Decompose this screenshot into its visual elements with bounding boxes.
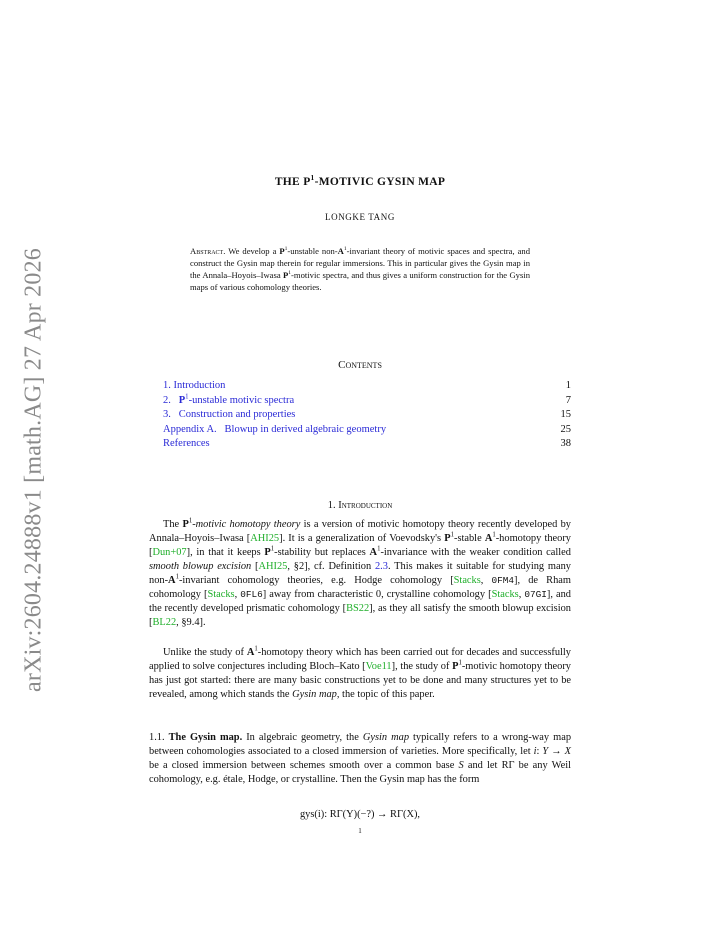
citation-link[interactable]: Dun+07 <box>152 547 187 558</box>
intro-paragraph-2: Unlike the study of $A^1$-homotopy theory which has been carried out for decades and successfully applied to solve conjectures including Bloch–Kato [Voe11], the study of $P^1$-motivic homotopy theory has just got started: there are many basic constructions yet to be done and many structures yet to be revealed, among which stands the Gysin map, the topic of this paper. <box>149 645 571 700</box>
arxiv-identifier: arXiv:2604.24888v1 [math.AG] 27 Apr 2026 <box>20 248 47 692</box>
citation-link[interactable]: AHI25 <box>250 533 280 544</box>
citation-link[interactable]: Stacks <box>207 589 235 600</box>
abstract-label: Abstract. <box>190 246 226 256</box>
toc-link[interactable]: References <box>163 438 210 450</box>
gysin-equation: gys(i): RΓ(Y)(−?) → RΓ(X), <box>299 809 421 820</box>
citation-link[interactable]: Stacks <box>453 575 481 586</box>
toc-link[interactable]: 1. Introduction <box>163 380 226 391</box>
toc-page: 15 <box>560 409 571 421</box>
intro-paragraph-1: The $P^1$-motivic homotopy theory is a version of motivic homotopy theory recently developed by Annala–Hoyois–Iwasa [AHI25]. It is a generalization of Voevodsky's $P^1$-stable $A^1$-homotopy theory [Dun+07], in that it keeps $P^1$-stability but replaces $A^1$-invariance with the weaker condition called smooth blowup excision [AHI25, §2], cf. Definition 2.3. This makes it suitable for studying many non-$A^1$-invariant cohomology theories, e.g. Hodge cohomology [Stacks, 0FM4], de Rham cohomology [Stacks, 0FL6] away from characteristic 0, crystalline cohomology [Stacks, 07GI], and the recently developed prismatic cohomology [BS22], as they all satisfy the smooth blowup excision [BL22, §9.4]. <box>149 517 572 628</box>
toc-page: 25 <box>560 423 571 435</box>
cross-reference-link[interactable]: 2.3 <box>374 561 388 572</box>
section-heading-introduction: 1. Introduction <box>327 500 393 511</box>
toc-entry-references[interactable] <box>163 437 571 452</box>
citation-link[interactable]: Stacks <box>491 589 519 600</box>
toc-entry-construction[interactable] <box>163 408 571 423</box>
paper-title: THE $P^1$-MOTIVIC GYSIN MAP <box>274 173 446 188</box>
toc-link[interactable]: 3. Construction and properties <box>163 409 296 421</box>
citation-link[interactable]: Voe11 <box>365 661 392 672</box>
subsection-gysin-map: 1.1. The Gysin map. In algebraic geometry, the Gysin map typically refers to a wrong-way map between cohomologies associated to a closed immersion of varieties. More specifically, let i: Y → X be a closed immersion between schemes smooth over a common base S and let RΓ be any Weil cohomology, e.g. étale, Hodge, or crystalline. Then the Gysin map has the form <box>149 732 572 785</box>
toc-page: 7 <box>565 394 571 406</box>
contents-heading: Contents <box>338 359 382 371</box>
author: LONGKE TANG <box>325 212 395 222</box>
table-of-contents <box>163 379 571 452</box>
arxiv-sidebar <box>14 250 54 690</box>
citation-link[interactable]: BL22 <box>152 617 177 628</box>
toc-entry-introduction[interactable] <box>163 379 571 394</box>
citation-link[interactable]: AHI25 <box>258 561 288 572</box>
page-number: 1 <box>358 827 362 835</box>
toc-link[interactable]: Appendix A. Blowup in derived algebraic geometry <box>163 423 387 435</box>
toc-entry-appendix-a[interactable] <box>163 423 571 438</box>
toc-page: 1 <box>565 380 571 391</box>
citation-link[interactable]: BS22 <box>346 603 370 614</box>
toc-entry-p1-unstable[interactable] <box>163 394 571 409</box>
toc-page: 38 <box>560 438 571 450</box>
abstract: Abstract. We develop a $P^1$-unstable non-$A^1$-invariant theory of motivic spaces and spectra, and construct the Gysin map therein for regular immersions. This in particular gives the Gysin map in the Annala–Hoyois–Iwasa $P^1$-motivic spectra, and thus gives a uniform construction for the Gysin maps of various cohomology theories. <box>190 246 530 292</box>
toc-link[interactable]: 2. $P^1$-unstable motivic spectra <box>163 393 295 406</box>
subsection-heading: The Gysin map. <box>168 732 243 743</box>
